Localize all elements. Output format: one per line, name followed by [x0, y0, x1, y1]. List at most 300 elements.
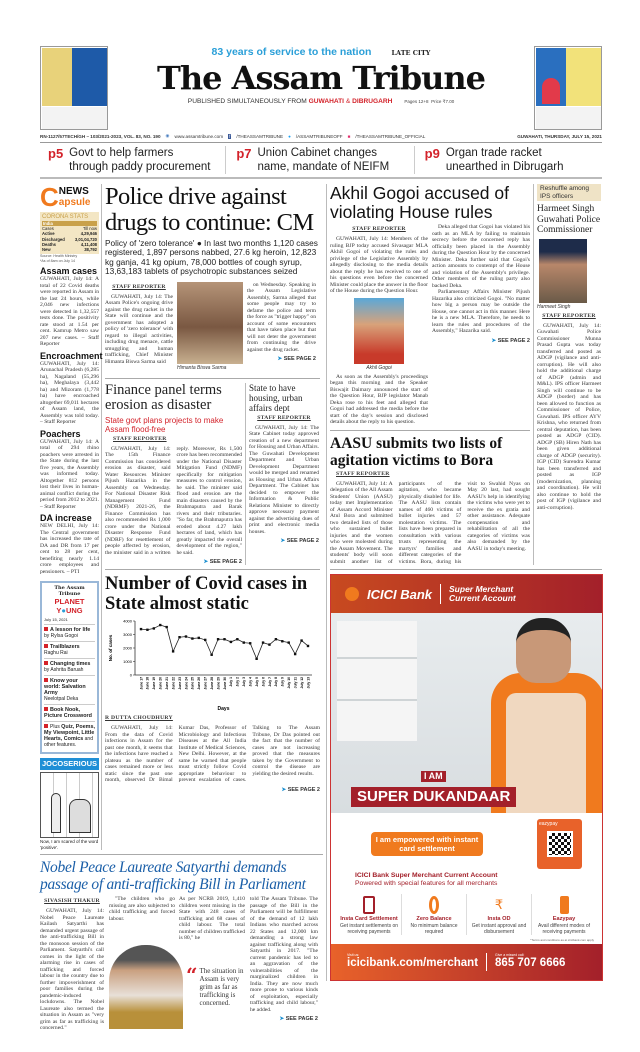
divider: [486, 953, 487, 971]
data-point: [300, 640, 302, 642]
py-item-sub: Raghu Rai: [44, 650, 68, 657]
see-page-link[interactable]: [432, 338, 530, 344]
published-line: [188, 98, 393, 105]
instagram-icon: ■: [347, 133, 351, 139]
data-point: [294, 653, 296, 655]
teaser-item[interactable]: [40, 146, 226, 174]
housing-headline[interactable]: State to have housing, urban affairs dept: [249, 382, 303, 413]
x-tick-label: June 28: [209, 677, 214, 690]
instagram-link[interactable]: /THEASSAMTRIBUNE_OFFICIAL: [355, 133, 426, 139]
ad-feature: [532, 894, 596, 935]
akhil-body: GUWAHATI, July 14: Members of the ruling BJP today accused Sivasagar MLA Akhil Gogoi of violating the rules and privilege of the Legislative Assembly by allegedly disclosing to the media details about the reply he has received to one of his questions even before the concerned Minister could place the answer in the floor of the House during the Question Hour.: [330, 236, 428, 294]
ad-url: icicibank.com/merchant: [347, 957, 479, 970]
corona-value: 3,01,04,720: [74, 236, 97, 242]
data-point: [172, 650, 174, 652]
photo-caption: Himanta Biswa Sarma: [177, 364, 227, 371]
y-tick-label: 0: [129, 672, 132, 678]
py-item-sub: Neelotpal Deka: [44, 696, 79, 703]
lead-body: GUWAHATI, July 14: The Assam Police's ongoing drive against the drug racket in the State will continue and the government has adopted a policy of 'zero tolerance' with regard to illegal activities, including drug menace, cattle smuggling and human trafficking, Chief Minister Himanta Biswa Sarma said: [105, 293, 173, 365]
planet-young-brand: The Assam Tribune: [54, 585, 85, 598]
nobel-body: As per NCRB 2019, 1,410 children went missing in the State with 248 cases of trafficking and 68 cases of child labour. The total number of children trafficked is 80," he: [179, 896, 245, 942]
housing-body: GUWAHATI, July 14: The State Cabinet today approved creation of a new department for Housing and Urban Affairs. The Guwahati Development Department and Urban Development Department would be merged and renamed as Housing and Urban Affairs Department. The Cabinet has decided to empower the Information & Public Relations Minister to directly approve necessary payment against the advertising dues of print and electronic media houses.: [249, 424, 319, 535]
x-tick-label: July 13: [306, 677, 311, 689]
see-page-text: SEE PAGE 2: [283, 356, 316, 363]
corona-label: Active: [42, 231, 55, 237]
ear-text-block: [566, 48, 601, 106]
corona-value: 4,11,408: [80, 241, 97, 247]
x-tick-label: June 25: [190, 677, 195, 690]
akhil-body: Deka alleged that Gogoi has violated his oath as an MLA by failing to maintain secrecy before the concerned reply has officially been placed in the Assembly during the Question Hour by the concerned Minister. Deka further said that Gogoi's action amounts to contempt of the House and violation of the Assembly's privilege. Other members of the ruling party also backed Deka.: [432, 224, 530, 289]
data-point: [249, 642, 251, 644]
corona-label: New: [42, 247, 51, 253]
pages-count: Pages 12+8: [404, 99, 429, 104]
ear-publisher: [536, 107, 601, 129]
bullet-icon: [44, 627, 48, 631]
facebook-link[interactable]: /THEASSAMTRIBUNE: [236, 133, 284, 139]
ad-feature-title: Eazypay: [552, 916, 576, 922]
capsule-item-title: Poachers: [40, 428, 81, 439]
ad-sub: [331, 869, 602, 888]
teaser-text: Govt to help farmers through paddy procurement: [69, 147, 211, 173]
nobel-photo-row: [109, 945, 245, 1029]
arrow-icon: ➤: [279, 1016, 285, 1023]
data-point: [223, 638, 225, 640]
akhil-col-2: [432, 224, 530, 344]
ad-pill-row: [331, 813, 602, 869]
x-tick-label: June 22: [171, 677, 176, 690]
corona-note: *As of 8am on July 14: [40, 258, 75, 263]
y-tick-label: 2000: [123, 645, 132, 651]
corona-source: [40, 254, 99, 263]
see-page-text: SEE PAGE 2: [286, 538, 319, 545]
x-tick-label: June 18: [145, 677, 150, 690]
ad-feature: [337, 894, 402, 935]
finance-row: [105, 383, 320, 566]
right-top: [330, 184, 602, 565]
aasu-story: [330, 435, 530, 566]
akhil-story: [330, 184, 530, 426]
teaser-item[interactable]: [226, 146, 414, 174]
divider: [440, 584, 441, 604]
data-point: [262, 642, 264, 644]
corona-label: Discharged: [42, 236, 65, 242]
dateline: GUWAHATI, THURSDAY, JULY 15, 2021: [517, 133, 602, 139]
lead-headline[interactable]: Police drive against drugs to continue: CM: [105, 183, 314, 236]
x-tick-label: June 21: [164, 677, 169, 690]
tagline-row: [114, 46, 528, 58]
city-dibrugarh: DIBRUGARH: [352, 98, 393, 105]
lead-columns: [105, 282, 320, 374]
capsule-logo: [40, 184, 99, 210]
planet-young-title-b: UNG: [65, 606, 83, 616]
capsule-item-title: DA increase: [40, 513, 92, 524]
py-item-title: Book Nook, Picture Crossword: [44, 707, 92, 720]
akhil-body: As soon as the Assembly's proceedings began this morning and the Speaker Biswajit Daimary announced the start of the Question Hour, BJP legislator Manab Deka rose to his feet and alleged that Gogoi had addressed the media before the start of the day's session and disclosed details about the reply to his question.: [330, 373, 428, 425]
lead-deck: Policy of 'zero tolerance' ● In last two months 1,120 cases registered, 1,897 persons nabbed, 27.6 kg heroin, 12,823 kg ganja, 41 kg opium, 78,000 bottles of cough syrup, 13,63,183 tablets of psychotropic substances seized: [105, 238, 318, 277]
py-item-title: Trailblazers: [50, 644, 80, 651]
right-block: [326, 184, 602, 981]
center-column: [105, 184, 320, 793]
edition-label: LATE CITY: [391, 49, 431, 57]
data-point: [275, 638, 277, 640]
cartoon-caption: Now, I am scared of the word 'positive'.: [40, 839, 99, 850]
arrow-icon: ➤: [203, 559, 209, 566]
nobel-columns: [40, 896, 323, 1032]
corona-stats-title: CORONA STATS: [42, 214, 89, 220]
reshuffle-body: GUWAHATI, July 14: Guwahati Police Commissioner Munna Prasad Gupta was today transferred and posted as ADGP (vigilance and anti-corruption). He will also hold the additional charge of ADGP (admin and M&L). IPS officer Harmeet Singh will continue to be ADGP (border) and has been allowed to function as Commissioner of Police, Guwahati. IPS officer AYV Krishna, who returned from central deputation, has been posted as ADGP (CID). ADGP (SB) Hiren Nath has been given additional charge of ADGP (security). IGP (CID) Surendra Kumar has been transferred and posted as IGP (modernization, planning and coordination). He will also continue to hold the post of IGP (vigilance and anti-corruption).: [537, 322, 601, 511]
bullet-icon: [44, 644, 48, 648]
left-block: [40, 184, 323, 1032]
py-item-title: Changing times: [50, 661, 91, 668]
globe-icon: ◉: [165, 133, 170, 138]
satyarthi-photo: [109, 945, 183, 1029]
data-point: [255, 658, 257, 660]
ad-feature: [402, 894, 467, 935]
front-page: [40, 0, 602, 1052]
capsule-logo-words: [59, 186, 91, 208]
corona-head-label: Cases: [42, 226, 54, 232]
zero-icon: [429, 896, 439, 914]
aasu-headline[interactable]: AASU submits two lists of agitation victims to Bora: [330, 434, 503, 469]
see-page-text: SEE PAGE 2: [287, 786, 320, 793]
py-plus-suffix: and other features.: [44, 736, 93, 749]
ad-feature-title: Zero Balance: [416, 916, 452, 922]
covid-body: GUWAHATI, July 14: From the data of Covid infections in Assam for the past one month, it seems that the infections have reached a plateau as the number of cases remained more or less static since the past one month, observed Dr Bimal Kumar Das, Professor of Microbiology and Infectious Diseases at the All India Institute of Medical Sciences, New Delhi. However, at the same he warned that people must strictly follow Covid appropriate behaviour to prevent escalation of cases. Talking to The Assam Tribune, Dr Das pointed out the fact that the number of cases are not increasing proved that the measures taken by the Government to control the disease are yielding the desired results.: [105, 725, 320, 784]
teaser-page: p9: [424, 146, 440, 161]
capsule-item-title: Assam cases: [40, 266, 98, 277]
jocoserious-title: JOCOSERIOUS: [41, 759, 97, 769]
data-point: [230, 641, 232, 643]
x-tick-label: July 5: [254, 677, 259, 687]
byline: STAFF REPORTER: [352, 226, 406, 232]
nobel-col-4: [250, 896, 318, 1022]
bullet-icon: [44, 707, 48, 711]
data-point: [210, 654, 212, 656]
ad-sub-title: ICICI Bank Super Merchant Current Account: [355, 872, 498, 879]
news-capsule: [40, 184, 102, 850]
akhil-headline[interactable]: Akhil Gogoi accused of violating House rules: [330, 183, 509, 222]
ad-feature-title: Insta Card Settlement: [340, 916, 398, 922]
data-point: [153, 627, 155, 629]
reshuffle-headline[interactable]: Harmeet Singh Guwahati Police Commissioner: [537, 204, 601, 235]
data-point: [165, 626, 167, 628]
see-page-link[interactable]: [105, 787, 320, 793]
tagline: 83 years of service to the nation: [211, 46, 372, 58]
rupee-hand-icon: ₹: [494, 897, 504, 912]
x-tick-label: June 30: [222, 677, 227, 690]
x-tick-label: June 24: [184, 677, 189, 690]
price: Price ₹7.00: [431, 99, 455, 104]
ear-photo: [536, 48, 566, 106]
x-tick-label: July 11: [293, 677, 298, 689]
byline: STAFF REPORTER: [542, 312, 596, 319]
x-tick-label: June 26: [197, 677, 202, 690]
arrow-icon: ➤: [491, 337, 497, 344]
ad-feature-text: No minimum balance required: [410, 922, 458, 935]
y-tick-label: 4000: [123, 618, 132, 624]
ear-photo: [42, 48, 72, 106]
py-item-sub: by Rylsa Gogoi: [44, 633, 78, 640]
finance-story: [105, 383, 246, 566]
ad-footer: [331, 944, 602, 980]
data-point: [268, 644, 270, 646]
nobel-body: "The children who go missing are also subjected to child trafficking and forced labour.: [109, 896, 175, 922]
covid-story: [105, 574, 320, 793]
finance-body: GUWAHATI, July 14: The 15th Finance Commission has considered erosion as disaster, said Water Resources Minister Pijush Hazarika in the Assembly on Wednesday. For National Disaster Risk Management Fund (NDRMF) 2021-26, the Finance Commission has also recommended Rs 1,000 crore under the National Disaster Response Fund (NDRF) for resettlement of people affected by erosion, the minister said in a written reply. Moreover, Rs 1,500 crore has been recommended under the National Disaster Mitigation Fund (NDMF) specifically for mitigation measures to control erosion, he said. The minister said flood and erosion are the main disasters caused by the Brahmaputra and Barak rivers and their tributaries. "So far, the Brahmaputra has eroded about 4.27 lakh hectares of land, which has greatly impacted the overall development of the region," he said.: [105, 445, 242, 556]
capsule-logo-c: C: [40, 182, 59, 212]
icici-ad[interactable]: [330, 574, 603, 981]
byline: STAFF REPORTER: [113, 435, 167, 442]
right-ear-ad[interactable]: [534, 46, 602, 130]
registration-number: RN-1127/57TECH/GH – 103/2021-2023, VOL. 83, NO. 190: [40, 133, 161, 139]
arrow-icon: ➤: [280, 538, 286, 545]
harmeet-singh-photo: [539, 239, 587, 303]
ear-publisher: [42, 107, 107, 129]
ad-phone-block[interactable]: [495, 953, 565, 971]
corona-label: Deaths: [42, 241, 56, 247]
data-point: [236, 638, 238, 640]
x-tick-label: July 7: [267, 677, 272, 687]
ad-features: [337, 894, 596, 935]
py-plus: Plus: [50, 724, 60, 731]
ad-sub-text: Powered with special features for all merchants: [355, 880, 498, 887]
nobel-middle: [109, 896, 245, 1029]
reshuffle-story: [537, 184, 601, 511]
ad-hero-big: SUPER DUKANDAAR: [351, 787, 516, 807]
akhil-col-1: [330, 224, 428, 426]
lead-story: [105, 184, 320, 374]
x-tick-label: June 17: [139, 677, 144, 690]
byline: R DUTTA CHOUDHURY: [105, 715, 173, 722]
x-tick-label: June 27: [203, 677, 208, 690]
teaser-text: Organ trade racket unearthed in Dibrugarh: [445, 147, 564, 173]
teaser-item[interactable]: [415, 146, 602, 174]
akhil-body: Parliamentary Affairs Minister Pijush Hazarika also criticized Gogoi. "No matter how big a person may be outside the House, one cannot act in this manner. Here he is a new MLA. Therefore, he needs to learn the rules and procedures of the Assembly," Hazarika said.: [432, 289, 530, 334]
ad-feature-text: Avail different modes of receiving payments: [537, 922, 591, 935]
corona-head-value: Till now: [82, 226, 97, 232]
covid-line-chart: [105, 617, 317, 713]
see-page-text: SEE PAGE 2: [285, 1016, 318, 1023]
capsule-logo-news: NEWS: [58, 186, 89, 197]
amp: &: [345, 98, 351, 105]
planet-young-title: [44, 597, 95, 615]
housing-story: [249, 383, 319, 545]
ad-call-label: Give a missed call:: [495, 952, 525, 957]
data-point: [140, 628, 142, 630]
ad-header: [331, 575, 602, 613]
nobel-col-1: [40, 896, 104, 1032]
capsule-item-title: Encroachment: [40, 350, 103, 361]
nobel-story: [40, 859, 323, 1032]
planet-young-item: [44, 721, 95, 750]
data-point: [159, 624, 161, 626]
eazypay-standee: [537, 819, 582, 869]
ad-phone: 865 707 6666: [495, 957, 566, 970]
data-point: [217, 638, 219, 640]
see-page-link[interactable]: [250, 1016, 318, 1022]
ear-text-block: [72, 48, 107, 106]
see-page-link[interactable]: [249, 538, 319, 544]
planet-young-title-a: PLANET Y: [54, 597, 85, 616]
city-guwahati: GUWAHATI: [308, 98, 345, 105]
ad-hero-image: [331, 613, 602, 813]
x-tick-label: July 8: [274, 677, 279, 687]
x-axis-label: Days: [217, 706, 230, 713]
lead-col-2: [177, 282, 243, 374]
x-tick-label: July 1: [229, 677, 234, 687]
lead-body: on Wednesday. Speaking in the Assam Legislative Assembly, Sarma alleged that some people may try to defame the police and term the force as "trigger happy" on account of some encounters that have taken place but that will not deter the government from continuing the drive against the drug racket.: [247, 281, 316, 353]
y-tick-label: 3000: [123, 632, 132, 638]
akhil-aasu-column: [330, 184, 534, 565]
see-page-link[interactable]: [247, 356, 316, 362]
py-plus-bold: Quiz, Poems, My Viewpoint, Little Hearts, Comics: [44, 724, 95, 743]
x-tick-label: July 6: [261, 677, 266, 687]
x-tick-label: July 9: [280, 677, 285, 687]
see-page-text: SEE PAGE 2: [497, 337, 530, 344]
bullet-icon: [44, 661, 48, 665]
left-ear-ad[interactable]: [40, 46, 108, 130]
ad-url-block[interactable]: [347, 953, 478, 971]
pull-quote-text: The situation in Assam is very grim as far as trafficking is concerned.: [199, 966, 244, 1007]
pages-price: [404, 99, 454, 105]
see-page-link[interactable]: [105, 559, 242, 565]
corona-value: 38,792: [84, 247, 97, 253]
aasu-body: GUWAHATI, July 14: A delegation of the All Assam Students' Union (AASU) today met Implementation of Assam Accord Minister Atul Bora and submitted two detailed lists of those who sustained bullet injuries and the women who were molested during the Assam Movement. The students' body will soon submit another list of participants of the agitation, who became physically disabled for life. The AASU lists contain names of 460 victims of bullet injuries and 57 molestation victims. The lists have been prepared in consultation with various trusts representing the martyrs' families and different categories of the victims. Bora, during his visit to Swahid Nyas on May 20 last, had sought AASU's help in identifying the victims who were yet to receive the ex gratia and other assistance. Adequate compensation and rehabilitation of all the categories of victims was also demanded by the AASU in today's meeting.: [330, 480, 530, 565]
covid-headline[interactable]: Number of Covid cases in State almost static: [105, 574, 308, 615]
left-top: [40, 184, 323, 850]
pull-quote: [186, 962, 245, 1007]
ad-feature-text: Get instant settlements on receiving payments: [339, 922, 399, 935]
x-tick-label: July 2: [235, 677, 240, 687]
himanta-photo: [177, 282, 243, 364]
facebook-icon: f: [229, 133, 231, 139]
x-tick-label: July 3: [242, 677, 247, 687]
bullet-icon: [44, 678, 48, 682]
byline: SIVASISH THAKUR: [44, 898, 100, 905]
data-point: [191, 637, 193, 639]
ad-pill: I am empowered with instant card settlement: [371, 832, 483, 856]
info-bar: [40, 133, 602, 139]
data-point: [307, 645, 309, 647]
bullet-icon: [44, 724, 48, 728]
capsule-item-text: GUWAHATI, July 14: A total of 22 Covid deaths were reported in Assam in the last 24 hours, while 2,046 new infections were detected in 1,32,557 tests done. The positivity rate stood at 1.54 per cent. Kamrup Metro saw 207 new cases. – Staff Reporter: [40, 276, 99, 348]
icici-logo-icon: [345, 587, 359, 601]
data-point: [281, 640, 283, 642]
cartoon-image: [40, 772, 99, 838]
akhil-columns: [330, 224, 530, 426]
teaser-bar: [40, 146, 602, 174]
capsule-item-text: GUWAHATI, July 14: A total of 294 rhino poachers were arrested in the State during the last five years, the Assembly was informed today. Altogether 812 persons lost their lives in human-animal conflict during the period from 2012 to 2021. – Staff Reporter: [40, 438, 99, 510]
data-point: [185, 635, 187, 637]
x-tick-label: June 19: [152, 677, 157, 690]
data-point: [204, 639, 206, 641]
twitter-icon: ●: [288, 133, 291, 139]
globe-icon: ●: [61, 606, 66, 616]
eazypay-label: eazypay: [539, 821, 558, 827]
ad-disclaimer: *Terms and conditions as at icicibank.com apply: [530, 937, 594, 942]
corona-value: 4,29,946: [80, 231, 97, 237]
py-item-title: Know your world: Salvation Army: [44, 678, 86, 697]
nobel-headline[interactable]: Nobel Peace Laureate Satyarthi demands passage of anti-trafficking Bill in Parliament: [40, 859, 306, 894]
arrow-icon: ➤: [277, 356, 283, 363]
ad-feature-title: Insta OD: [487, 916, 511, 922]
data-point: [178, 636, 180, 638]
published-row: [114, 98, 528, 105]
x-tick-label: July 4: [248, 677, 253, 687]
x-tick-label: July 12: [299, 677, 304, 689]
published-prefix: PUBLISHED SIMULTANEOUSLY FROM: [187, 98, 307, 105]
capsule-item-text: GUWAHATI, July 14: Arunachal Pradesh (6,285 ha), Nagaland (55,296 ha), Meghalaya (3,442 ha) and Mizoram (1,778 ha) have encroached altogether 69,011 hectares of Assam land, the Assembly was told today. – Staff Reporter: [40, 360, 99, 426]
y-tick-label: 1000: [123, 659, 132, 665]
arrow-icon: ➤: [281, 786, 287, 793]
photo-caption: Akhil Gogoi: [366, 364, 392, 371]
quote-mark-icon: “: [186, 962, 198, 987]
masthead-title: The Assam Tribune: [157, 59, 485, 97]
data-point: [198, 637, 200, 639]
finance-headline[interactable]: Finance panel terms erosion as disaster: [105, 381, 222, 414]
byline: STAFF REPORTER: [257, 414, 311, 421]
byline: STAFF REPORTER: [336, 470, 390, 477]
x-tick-label: June 20: [158, 677, 163, 690]
planet-young-item: [44, 704, 95, 721]
ad-product: Super Merchant Current Account: [449, 583, 516, 603]
photo-caption: Harmeet Singh: [537, 303, 571, 310]
data-point: [243, 642, 245, 644]
teaser-page: p5: [48, 146, 64, 161]
planet-young-item: [44, 624, 95, 641]
nobel-body: told The Assam Tribune. The passage of the Bill in the Parliament will be fulfillment of the demand of 12 lakh Indians who marched across 22 States and 12,000 km demanding a strong law against trafficking along with Satyarthi in 2017. "The current pandemic has led to an aggravation of the vulnerabilities of the marginalized children in India. They are now much more prone to various kinds of exploitation, especially trafficking and child labour," he added.: [250, 896, 318, 1013]
planet-young-item: [44, 675, 95, 704]
main-area: [40, 184, 602, 1032]
ad-hero-small: I AM: [421, 771, 446, 782]
x-tick-label: June 29: [216, 677, 221, 690]
lead-col-3: [247, 282, 316, 363]
lead-col-1: [105, 282, 173, 366]
see-page-text: SEE PAGE 2: [209, 559, 242, 566]
qr-code-icon: [547, 831, 573, 857]
x-tick-label: July 10: [287, 677, 292, 689]
finance-deck: State govt plans projects to make Assam flood-free: [105, 415, 224, 434]
py-item-title: A lesson for life: [50, 627, 91, 634]
corona-source-text: Source: Health Ministry: [40, 254, 78, 259]
reshuffle-kicker: Reshuffle among IPS officers: [537, 184, 601, 201]
akhil-gogoi-photo: [354, 298, 404, 364]
data-point: [288, 642, 290, 644]
twitter-link[interactable]: /ASSAMTRIBUNEOFF: [295, 133, 343, 139]
planet-young-item: [44, 658, 95, 675]
corona-row: [42, 247, 97, 252]
corona-stats-box: [40, 212, 99, 254]
planet-young-item: [44, 641, 95, 658]
ad-visit-label: Visit us:: [347, 952, 360, 957]
byline: STAFF REPORTER: [112, 283, 166, 290]
capsule-logo-apsule: apsule: [58, 197, 91, 208]
card-phone-icon: [363, 896, 375, 914]
website-link[interactable]: www.assamtribune.com: [174, 133, 224, 139]
data-point: [146, 629, 148, 631]
capsule-item-text: NEW DELHI, July 14: The Central government has increased the rate of DA and DR from 17 per cent to 28 per cent, benefiting nearly 1.14 crore employees and pensioners. – PTI: [40, 523, 99, 575]
pos-terminal-icon: [560, 896, 569, 914]
planet-young-box[interactable]: [40, 581, 99, 754]
corona-region: India: [42, 221, 97, 226]
nobel-middle-text: [109, 896, 245, 942]
planet-young-date: July 15, 2021: [44, 617, 68, 623]
teaser-page: p7: [236, 146, 252, 161]
teaser-text: Union Cabinet changes name, mandate of NEIFM: [257, 147, 390, 173]
ad-feature: [467, 894, 532, 935]
masthead: [40, 46, 602, 130]
x-tick-label: June 23: [177, 677, 182, 690]
